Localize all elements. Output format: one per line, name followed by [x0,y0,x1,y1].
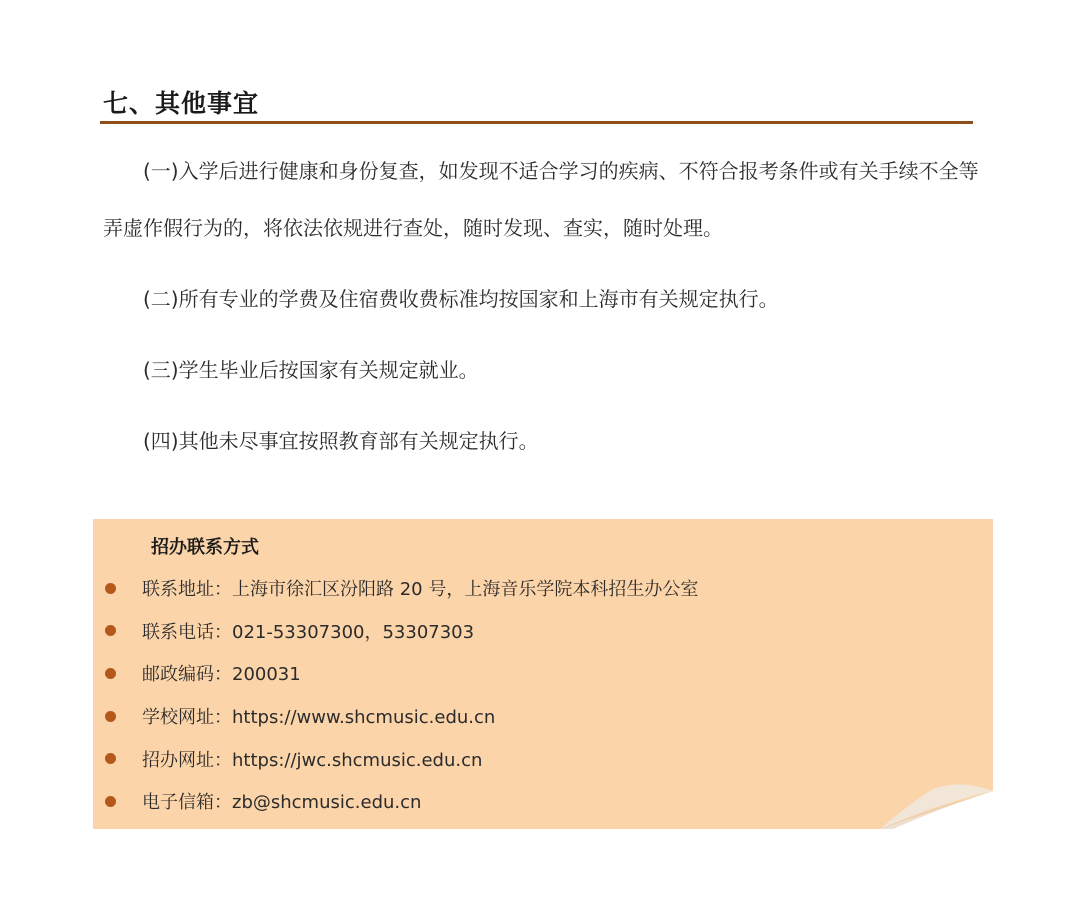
contact-school-website-text: 学校网址：https://www.shcmusic.edu.cn [142,707,496,729]
contact-phone-text: 联系电话：021-53307300，53307303 [142,621,475,643]
contact-address-text: 联系地址：上海市徐汇区汾阳路 20 号，上海音乐学院本科招生办公室 [142,579,699,601]
paragraph-3: (三)学生毕业后按国家有关规定就业。 [143,358,479,382]
bullet-icon [105,668,116,679]
contact-info-box [93,519,993,829]
paragraph-2: (二)所有专业的学费及住宿费收费标准均按国家和上海市有关规定执行。 [143,287,779,311]
contact-postcode-text: 邮政编码：200031 [142,664,301,686]
contact-email-text: 电子信箱：zb@shcmusic.edu.cn [142,792,422,814]
bullet-icon [105,711,116,722]
paragraph-4: (四)其他未尽事宜按照教育部有关规定执行。 [143,429,539,453]
bullet-icon [105,796,116,807]
paragraph-1: (一)入学后进行健康和身份复查，如发现不适合学习的疾病、不符合报考条件或有关手续不全等弄虚作假行为的，将依法依规进行查处，随时发现、查实，随时处理。 [103,159,979,240]
bullet-icon [105,583,116,594]
section-title: 七、其他事宜 [103,89,260,118]
contact-admissions-website-text: 招办网址：https://jwc.shcmusic.edu.cn [142,749,483,771]
title-divider [100,121,973,124]
contact-title: 招办联系方式 [151,537,259,558]
